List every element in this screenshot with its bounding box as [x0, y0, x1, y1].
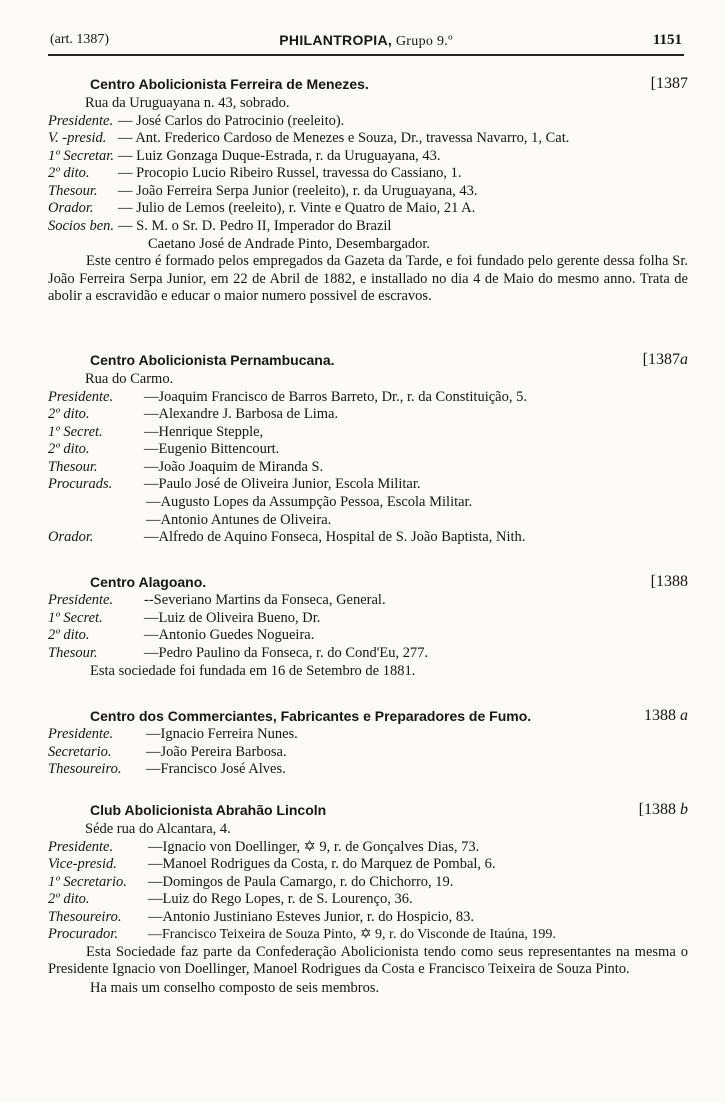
officer-role: Thesour. — [48, 644, 98, 661]
entry-number-suffix: b — [680, 801, 688, 818]
entry-address: Séde rua do Alcantara, 4. — [85, 821, 231, 837]
officer-role: Vice-presid. — [48, 856, 117, 873]
entry-title-text: Centro Abolicionista Ferreira de Menezes. — [90, 76, 369, 92]
officer-role: Orador. — [48, 529, 94, 546]
entry-title — [48, 572, 688, 592]
officer-value: —Pedro Paulino da Fonseca, r. do Cond'Eu, 277. — [144, 644, 429, 661]
header-group: Grupo 9.º — [395, 34, 453, 49]
officer-value: —Manoel Rodrigues da Costa, r. do Marquez de Pombal, 6. — [148, 856, 496, 873]
officer-role: Secretario. — [48, 743, 112, 760]
entry-number: [1388 — [650, 573, 688, 590]
officer-line — [48, 645, 688, 663]
officer-role: Thesour. — [48, 182, 98, 199]
officer-line — [48, 148, 688, 166]
officer-line — [48, 856, 688, 874]
officer-value: Caetano José de Andrade Pinto, Desembargador. — [148, 235, 431, 252]
entry-number — [639, 800, 688, 820]
officer-line — [48, 441, 688, 459]
entry-number: [1387 — [650, 75, 688, 92]
officer-value: — José Carlos do Patrocinio (reeleito). — [118, 112, 345, 129]
officer-role: Thesoureiro. — [48, 908, 122, 925]
entry-number-text: [1387 — [642, 351, 680, 368]
officer-value: —João Pereira Barbosa. — [146, 743, 287, 760]
officer-value: —Henrique Stepple, — [144, 423, 264, 440]
officer-line — [48, 389, 688, 407]
officer-value: —Joaquim Francisco de Barros Barreto, Dr., r. da Constituição, 5. — [144, 388, 527, 405]
entry-title — [48, 350, 688, 370]
officer-value: —Luiz do Rego Lopes, r. de S. Lourenço, 36. — [148, 891, 413, 908]
entry-note: Esta sociedade foi fundada em 16 de Setembro de 1881. — [90, 663, 416, 680]
officer-line — [48, 874, 688, 892]
officer-line-continued — [48, 494, 688, 512]
officer-line-continued — [48, 236, 688, 254]
officer-line — [48, 909, 688, 927]
officer-value: —Antonio Antunes de Oliveira. — [146, 511, 332, 528]
officer-role: Presidente. — [48, 388, 114, 405]
officer-value: —Ignacio von Doellinger, ✡ 9, r. de Gonçalves Dias, 73. — [148, 838, 480, 855]
officer-role: Presidente. — [48, 112, 114, 129]
officer-value: —Francisco Teixeira de Souza Pinto, ✡ 9, r. do Visconde de Itaúna, 199. — [148, 927, 556, 943]
officer-role: 2º dito. — [48, 891, 90, 908]
entry-1387a — [48, 350, 688, 547]
officer-line — [48, 459, 688, 477]
officer-line — [48, 926, 688, 944]
officer-value: —Antonio Guedes Nogueira. — [144, 627, 315, 644]
officer-value: —Paulo José de Oliveira Junior, Escola Militar. — [144, 476, 421, 493]
officer-line — [48, 529, 688, 547]
header-title-main: PHILANTROPIA, — [279, 32, 393, 48]
officer-line — [48, 218, 688, 236]
officer-line — [48, 165, 688, 183]
running-header — [50, 32, 682, 56]
officer-line — [48, 113, 688, 131]
entry-number-suffix: a — [680, 351, 688, 368]
entry-description — [48, 944, 688, 979]
entry-title-text: Club Abolicionista Abrahão Lincoln — [90, 802, 327, 818]
header-rule — [48, 54, 684, 56]
officer-role: Presidente. — [48, 592, 114, 608]
officer-role: 2º dito. — [48, 406, 90, 423]
officer-role: Procurads. — [48, 476, 113, 493]
officer-role: Orador. — [48, 200, 94, 217]
officer-value: —Augusto Lopes da Assumpção Pessoa, Escola Militar. — [146, 494, 473, 511]
entry-1388b — [48, 800, 688, 997]
entry-description — [48, 253, 688, 305]
officer-line — [48, 183, 688, 201]
officer-role: Socios ben. — [48, 218, 115, 235]
officer-value: — Luiz Gonzaga Duque-Estrada, r. da Uruguayana, 43. — [118, 147, 441, 164]
officer-role: 2º dito. — [48, 441, 90, 458]
officer-value: —Eugenio Bittencourt. — [144, 441, 280, 458]
officer-line — [48, 610, 688, 628]
officer-line — [48, 424, 688, 442]
entry-1388 — [48, 572, 688, 680]
entry-description-text: Esta Sociedade faz parte da Confederação Abolicionista tendo como seus representantes na mesma o Presidente Ignacio von Doellinger, Manoel Rodrigues da Costa e Francisco Teixeira de Souza Pinto. — [48, 944, 688, 978]
officer-value: —João Joaquim de Miranda S. — [144, 458, 324, 475]
officer-line — [48, 200, 688, 218]
officer-line — [48, 761, 688, 779]
officer-role: V. -presid. — [48, 130, 107, 147]
officer-role: 1º Secret. — [48, 423, 103, 440]
officer-value: — S. M. o Sr. D. Pedro II, Imperador do Brazil — [118, 218, 392, 235]
entry-number — [644, 706, 688, 726]
entry-number — [643, 350, 688, 370]
officer-role: 1º Secretar. — [48, 147, 114, 164]
officer-role: Presidente. — [48, 838, 114, 855]
officer-value: —Ignacio Ferreira Nunes. — [146, 726, 298, 742]
officer-line — [48, 627, 688, 645]
officer-value: --Severiano Martins da Fonseca, General. — [144, 592, 386, 608]
officer-line — [48, 726, 688, 744]
officer-role: Procurador. — [48, 926, 118, 943]
officer-role: Thesour. — [48, 458, 98, 475]
page-number: 1151 — [652, 32, 682, 48]
officer-value: — Julio de Lemos (reeleito), r. Vinte e Quatro de Maio, 21 A. — [118, 200, 476, 217]
officer-line — [48, 744, 688, 762]
officer-value: — Ant. Frederico Cardoso de Menezes e Souza, Dr., travessa Navarro, 1, Cat. — [118, 130, 570, 147]
entry-title — [48, 706, 688, 726]
officer-value: — Procopio Lucio Ribeiro Russel, travessa do Cassiano, 1. — [118, 165, 462, 182]
entry-address: Rua da Uruguayana n. 43, sobrado. — [85, 95, 290, 111]
officer-value: —Francisco José Alves. — [146, 761, 286, 778]
officer-role: 1º Secret. — [48, 609, 103, 626]
entry-1387 — [48, 74, 688, 305]
entry-title-text: Centro dos Commerciantes, Fabricantes e Preparadores de Fumo. — [90, 708, 532, 724]
entry-title-text: Centro Alagoano. — [90, 574, 207, 590]
officer-value: —Domingos de Paula Camargo, r. do Chichorro, 19. — [148, 873, 454, 890]
officer-line — [48, 130, 688, 148]
entry-title — [48, 74, 688, 94]
officer-line — [48, 406, 688, 424]
entry-description-text: Este centro é formado pelos empregados da Gazeta da Tarde, e foi fundado pelo gerente dessa folha Sr. João Ferreira Serpa Junior, em 22 de Abril de 1882, e installado no dia 4 de Maio do mesmo anno. Trata de abolir a escravidão e educar o maior numero possivel de escravos. — [48, 253, 688, 305]
officer-value: —Antonio Justiniano Esteves Junior, r. do Hospicio, 83. — [148, 908, 475, 925]
header-article-ref: (art. 1387) — [50, 32, 110, 47]
officer-value: —Alexandre J. Barbosa de Lima. — [144, 406, 339, 423]
entry-address: Rua do Carmo. — [85, 371, 174, 387]
officer-role: 2º dito. — [48, 165, 90, 182]
entry-number-text: [1388 — [638, 801, 676, 818]
entry-number-suffix: a — [680, 707, 688, 724]
entry-title-text: Centro Abolicionista Pernambucana. — [90, 352, 335, 368]
officer-value: —Alfredo de Aquino Fonseca, Hospital de S. João Baptista, Nith. — [144, 529, 526, 546]
officer-role: Presidente. — [48, 726, 114, 742]
officer-role: Thesoureiro. — [48, 761, 122, 778]
officer-line — [48, 592, 688, 610]
entry-number-text: 1388 — [644, 707, 676, 724]
entry-1388a — [48, 706, 688, 779]
entry-note: Ha mais um conselho composto de seis membros. — [90, 979, 380, 996]
header-title — [50, 32, 682, 50]
entry-title — [48, 800, 688, 820]
officer-role: 2º dito. — [48, 627, 90, 644]
officer-value: — João Ferreira Serpa Junior (reeleito), r. da Uruguayana, 43. — [118, 182, 478, 199]
officer-line-continued — [48, 512, 688, 530]
officer-value: —Luiz de Oliveira Bueno, Dr. — [144, 609, 321, 626]
officer-line — [48, 891, 688, 909]
officer-line — [48, 476, 688, 494]
officer-line — [48, 839, 688, 857]
officer-role: 1º Secretario. — [48, 873, 127, 890]
